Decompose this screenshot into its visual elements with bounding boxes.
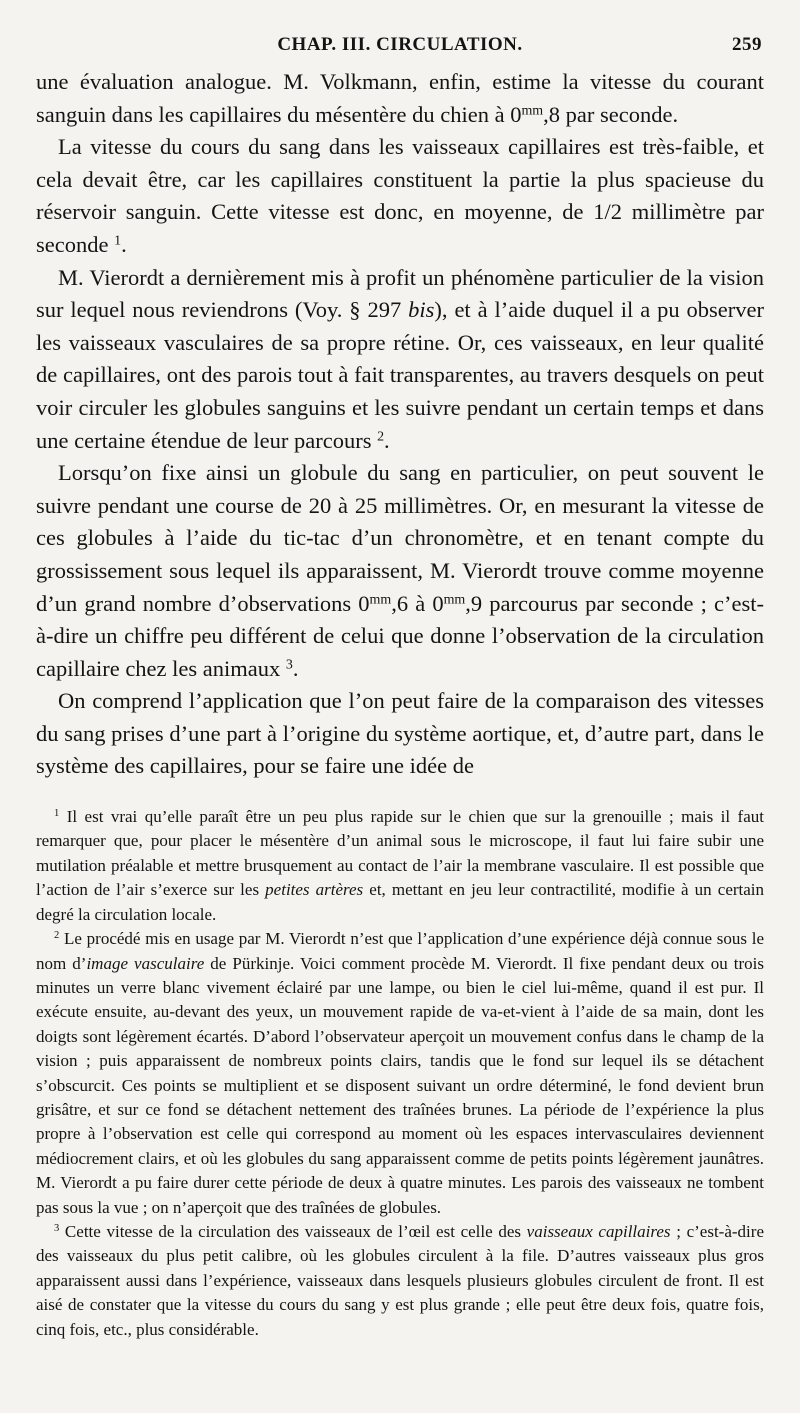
- text-run: .: [292, 655, 299, 681]
- text-run: ), et à l’aide duquel il a pu observer les vaisseaux vasculaires de sa propre rétine. Or, ces vaisseaux, en leur qualité de capillaires, ont des parois tout à fait transparentes, au travers desquels on peut voir circuler les globules sanguins et les suivre pendant un certain temps et dans une certaine étendue de leur parcours: [36, 297, 764, 453]
- superscript-marker: 2: [377, 428, 385, 444]
- italic-text: vaisseaux capillaires: [526, 1221, 671, 1241]
- italic-text: bis: [408, 297, 435, 323]
- paragraph: [36, 457, 764, 685]
- superscript-marker: 1: [54, 808, 60, 820]
- text-run: ,6 à 0: [391, 590, 444, 616]
- text-run: Le procédé mis en usage par M. Vierordt n’est que l’application d’une expérience déjà connue sous le nom d’: [36, 929, 764, 973]
- text-run: ; c’est-à-dire des vaisseaux du plus petit calibre, où les globules circulent à la file. D’autres vaisseaux plus gros apparaissent aussi dans l’expérience, vaisseaux dans lesquels plusieurs globules circulent de front. Il est aisé de constater que la vitesse du cours du sang y est plus grande ; elle peut être deux fois, quatre fois, cinq fois, etc., plus considérable.: [36, 1221, 764, 1339]
- section-gap: [36, 783, 764, 805]
- text-run: Lorsqu’on fixe ainsi un globule du sang en particulier, on peut souvent le suivre pendant une course de 20 à 25 millimètres. Or, en mesurant la vitesse de ces globules à l’aide du tic-tac d’un chronomètre, et en tenant compte du grossissement sous lequel ils apparaissent, M. Vierordt trouve comme moyenne d’un grand nombre d’observations 0: [36, 460, 764, 616]
- footnote: [36, 805, 764, 927]
- text-run: .: [121, 231, 127, 257]
- chapter-title: CHAP. III. CIRCULATION.: [277, 34, 523, 55]
- superscript-marker: mm: [369, 591, 392, 607]
- superscript-marker: 1: [114, 233, 122, 249]
- text-run: et, mettant en jeu leur contractilité, modifie à un certain degré la circulation locale.: [36, 880, 765, 924]
- superscript-marker: mm: [521, 102, 544, 118]
- text-run: ,8 par seconde.: [543, 101, 679, 127]
- italic-text: petites artères: [265, 880, 364, 900]
- paragraph: [36, 685, 764, 783]
- text-run: Il est vrai qu’elle paraît être un peu plus rapide sur le chien que sur la grenouille ; mais il faut remarquer que, pour placer le mésentère d’un animal sous le microscope, il faut lui faire subir une mutilation préalable et mettre brusquement au contact de l’air la membrane vasculaire. Il est possible que l’action de l’air s’exerce sur les: [36, 807, 764, 900]
- text-run: M. Vierordt a dernièrement mis à profit un phénomène particulier de la vision sur lequel nous reviendrons (Voy. § 297: [36, 264, 764, 323]
- italic-text: image vasculaire: [86, 953, 205, 973]
- text-run: La vitesse du cours du sang dans les vaisseaux capillaires est très-faible, et cela devait être, car les capillaires constituent la partie la plus spacieuse du réservoir sanguin. Cette vitesse est donc, en moyenne, de 1/2 millimètre par seconde: [36, 134, 764, 257]
- superscript-marker: 2: [54, 930, 60, 942]
- paragraph: [36, 66, 764, 131]
- running-head: [36, 28, 764, 66]
- main-text: [36, 66, 764, 783]
- text-run: .: [384, 427, 390, 453]
- text-run: de Pürkinje. Voici comment procède M. Vierordt. Il fixe pendant deux ou trois minutes un verre blanc vivement éclairé par une lampe, ou bien le ciel lui-même, quand il est pur. Il exécute ensuite, au-devant des yeux, un mouvement rapide de va-et-vient à l’aide de sa main, dont les doigts sont légèrement écartés. D’abord l’observateur aperçoit un mouvement confus dans le champ de la vision ; puis apparaissent de nombreux points clairs, tandis que le fond sur lequel ils se détachent s’obscurcit. Ces points se multiplient et se disposent suivant un ordre déterminé, le fond devient brun grisâtre, et sur ce fond se détachent nettement des traînées brunes. La période de l’expérience la plus propre à l’observation est celle qui correspond au moment où les espaces intervasculaires deviennent médiocrement clairs, et où les globules du sang apparaissent comme de petits points légèrement jaunâtres. M. Vierordt a pu faire durer cette période de deux à quatre minutes. Les parois des vaisseaux ne tombent pas sous la vue ; on n’aperçoit que des traînées de globules.: [36, 953, 765, 1217]
- page-number: 259: [732, 34, 762, 55]
- footnote: [36, 1220, 764, 1342]
- superscript-marker: 3: [54, 1223, 60, 1235]
- text-run: ,9 parcourus par seconde ; c’est-à-dire un chiffre peu différent de celui que donne l’observation de la circulation capillaire chez les animaux: [36, 590, 764, 681]
- text-run: une évaluation analogue. M. Volkmann, enfin, estime la vitesse du courant sanguin dans les capillaires du mésentère du chien à 0: [36, 69, 764, 127]
- footnote: [36, 927, 764, 1220]
- text-run: On comprend l’application que l’on peut faire de la comparaison des vitesses du sang prises d’une part à l’origine du système aortique, et, d’autre part, dans le système des capillaires, pour se faire une idée de: [36, 688, 764, 779]
- text-run: Cette vitesse de la circulation des vaisseaux de l’œil est celle des: [59, 1221, 527, 1241]
- paragraph: [36, 262, 764, 458]
- superscript-marker: 3: [285, 657, 293, 673]
- superscript-marker: mm: [443, 591, 466, 607]
- paragraph: [36, 131, 764, 261]
- footnotes: [36, 805, 764, 1342]
- book-page: [36, 28, 764, 1398]
